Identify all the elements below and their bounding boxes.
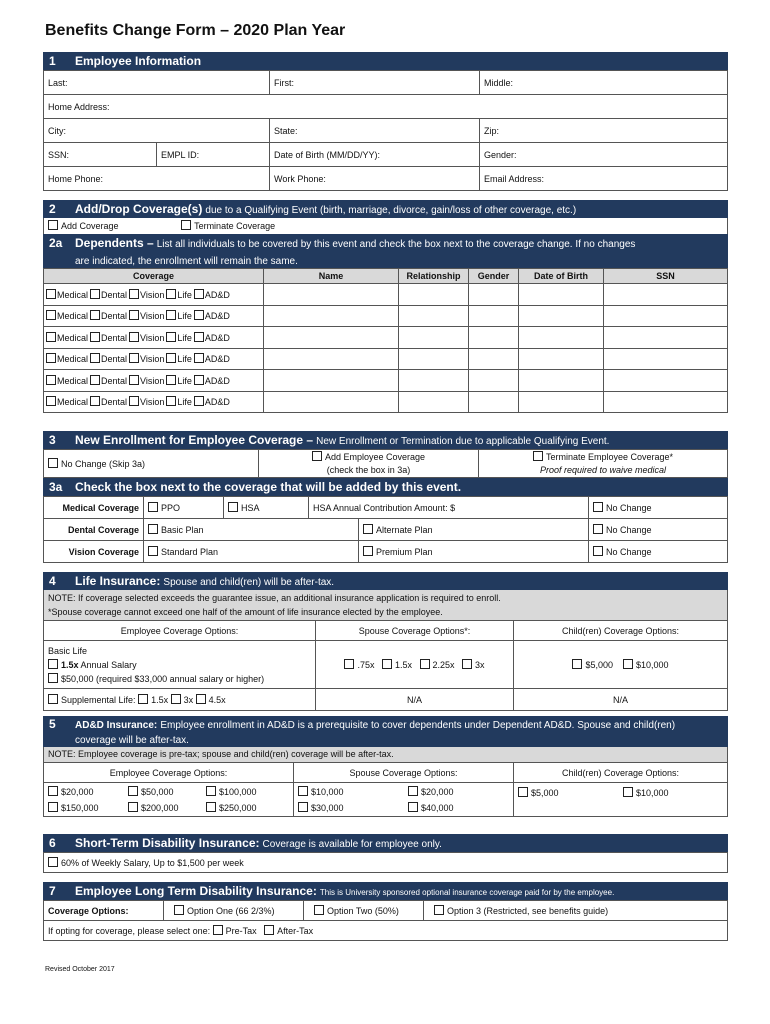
spouse-2-25x-checkbox[interactable] (420, 660, 455, 670)
section-title: Dependents – (75, 236, 154, 250)
emp-250000-checkbox[interactable] (206, 803, 257, 813)
basic-plan-label: Basic Plan (161, 525, 204, 535)
section-header (43, 572, 728, 590)
dependent-relationship-field[interactable] (399, 284, 469, 306)
option-label: Medical (57, 354, 89, 365)
section-text: coverage will be after-tax. (75, 735, 189, 746)
option-label: Life (177, 354, 192, 365)
child-10000-checkbox[interactable] (623, 660, 669, 670)
standard-plan-label: Standard Plan (161, 547, 219, 557)
dependent-dob-field[interactable] (519, 391, 604, 413)
section-number: 1 (49, 54, 56, 68)
option-label: $40,000 (421, 802, 454, 813)
option-label: Vision (140, 311, 165, 322)
col-child-options: Child(ren) Coverage Options: (514, 763, 728, 783)
life-note (43, 590, 728, 620)
dependent-gender-field[interactable] (469, 327, 519, 349)
basic-life-label: Basic Life (48, 645, 88, 656)
employee-add-options (44, 783, 294, 817)
section-text: are indicated, the enrollment will remain the same. (75, 256, 298, 267)
emp-50000-checkbox[interactable] (128, 784, 206, 800)
option-label: Life (177, 375, 192, 386)
spouse-3x-checkbox[interactable] (462, 660, 485, 670)
dep-vision-checkbox[interactable] (129, 333, 164, 343)
dependent-row (44, 391, 728, 413)
spouse-options-cell (316, 641, 514, 689)
dependent-coverage-cell (44, 284, 264, 306)
dependent-ssn-field[interactable] (604, 370, 728, 392)
col-name: Name (264, 269, 399, 284)
page-title: Benefits Change Form – 2020 Plan Year (45, 22, 346, 39)
spouse-30000-checkbox[interactable] (298, 800, 408, 816)
section-life-insurance (43, 572, 728, 711)
option-label: Pre-Tax (225, 926, 257, 936)
dob-field[interactable]: Date of Birth (MM/DD/YY): (270, 143, 480, 167)
alternate-plan-checkbox[interactable] (359, 519, 589, 541)
col-gender: Gender (469, 269, 519, 284)
dep-dental-checkbox[interactable] (90, 333, 127, 343)
dependent-row (44, 370, 728, 392)
option-label: Vision (140, 289, 165, 300)
email-field[interactable]: Email Address: (480, 167, 728, 191)
add-employee-note: (check the box in 3a) (326, 464, 411, 475)
option-label: Medical (57, 289, 89, 300)
child-na: N/A (514, 689, 728, 711)
section-header (43, 716, 728, 747)
dependent-coverage-cell (44, 391, 264, 413)
option-label: Dental (101, 354, 128, 365)
col-child-options: Child(ren) Coverage Options: (514, 621, 728, 641)
add-drop-options (43, 218, 728, 234)
annual-salary-label: Annual Salary (80, 659, 137, 670)
spouse-10000-checkbox[interactable] (298, 784, 408, 800)
section-subtitle: New Enrollment or Termination due to applicable Qualifying Event. (316, 436, 610, 447)
dep-add-checkbox[interactable] (194, 354, 230, 364)
no-change-label: No Change (606, 547, 652, 557)
spouse-20000-checkbox[interactable] (408, 787, 454, 797)
add-employee-label: Add Employee Coverage (324, 451, 426, 462)
option-label: $10,000 (311, 786, 344, 797)
option-label: 3x (183, 695, 194, 705)
section-title: Check the box next to the coverage that will be added by this event. (75, 480, 462, 494)
dep-medical-checkbox[interactable] (46, 376, 88, 386)
dep-medical-checkbox[interactable] (46, 311, 88, 321)
revision-footer: Revised October 2017 (45, 966, 115, 973)
home-address-field[interactable]: Home Address: (44, 95, 728, 119)
spouse-add-options (294, 783, 514, 817)
dependent-name-field[interactable] (264, 348, 399, 370)
option-label: Life (177, 397, 192, 408)
option-label: Dental (101, 289, 128, 300)
spouse-075x-checkbox[interactable] (344, 660, 374, 670)
premium-plan-checkbox[interactable] (359, 541, 589, 563)
section-text: Employee enrollment in AD&D is a prerequisite to cover dependents under Dependent AD&D. Spouse and child(ren) (160, 720, 676, 731)
option-label: Medical (57, 397, 89, 408)
section-title: Life Insurance: (75, 574, 161, 588)
dep-medical-checkbox[interactable] (46, 290, 88, 300)
option-label: $250,000 (219, 802, 257, 813)
section-number: 5 (49, 717, 56, 731)
child-add-options (514, 783, 728, 817)
dependent-relationship-field[interactable] (399, 391, 469, 413)
alternate-plan-label: Alternate Plan (376, 525, 433, 535)
section-number: 2a (49, 236, 63, 250)
col-employee-options: Employee Coverage Options: (44, 621, 316, 641)
section-number: 6 (49, 836, 56, 850)
section-title: Add/Drop Coverage(s) (75, 202, 203, 216)
dep-life-checkbox[interactable] (166, 290, 192, 300)
spouse-na: N/A (316, 689, 514, 711)
ltd-option-one-checkbox[interactable] (164, 901, 304, 921)
emp-150000-checkbox[interactable] (48, 800, 128, 816)
option-label: Medical (57, 332, 89, 343)
section-title: Employee Long Term Disability Insurance: (75, 884, 317, 898)
child-options-cell (514, 641, 728, 689)
option-label: Life (177, 332, 192, 343)
option-label: Dental (101, 375, 128, 386)
option-label: AD&D (204, 397, 230, 408)
emp-200000-checkbox[interactable] (128, 800, 206, 816)
dependent-dob-field[interactable] (519, 370, 604, 392)
dep-add-checkbox[interactable] (194, 376, 230, 386)
option-label: $150,000 (61, 802, 99, 813)
add-coverage-label: Add Coverage (61, 221, 119, 231)
min-coverage-label: $50,000 (required $33,000 annual salary or higher) (61, 673, 265, 684)
child-5000-checkbox[interactable] (518, 787, 623, 798)
dep-vision-checkbox[interactable] (129, 354, 164, 364)
supplemental-life-checkbox[interactable] (48, 695, 136, 705)
premium-plan-label: Premium Plan (376, 547, 433, 557)
dependent-ssn-field[interactable] (604, 327, 728, 349)
hsa-contribution-field[interactable]: HSA Annual Contribution Amount: $ (309, 497, 589, 519)
dep-medical-checkbox[interactable] (46, 333, 88, 343)
section-subtitle: due to a Qualifying Event (birth, marriage, divorce, gain/loss of other coverage, etc.) (205, 205, 577, 216)
section-header (43, 431, 728, 449)
dep-vision-checkbox[interactable] (129, 376, 164, 386)
section-title: New Enrollment for Employee Coverage – (75, 433, 314, 447)
tax-selection-label: If opting for coverage, please select one: (48, 926, 211, 936)
section-text: List all individuals to be covered by this event and check the box next to the coverage change. If no changes (156, 239, 636, 250)
no-change-label: No Change (606, 503, 652, 513)
section-header (43, 834, 728, 852)
option-label: $30,000 (311, 802, 344, 813)
dependent-name-field[interactable] (264, 284, 399, 306)
dep-add-checkbox[interactable] (194, 333, 230, 343)
dep-dental-checkbox[interactable] (90, 354, 127, 364)
dependent-gender-field[interactable] (469, 284, 519, 306)
add-note: NOTE: Employee coverage is pre-tax; spouse and child(ren) coverage will be after-tax. (43, 747, 728, 762)
option-label: AD&D (204, 311, 230, 322)
dependent-row (44, 284, 728, 306)
terminate-employee-label: Terminate Employee Coverage* (545, 451, 674, 462)
dep-vision-checkbox[interactable] (129, 397, 164, 407)
option-label: Life (177, 311, 192, 322)
note-text: *Spouse coverage cannot exceed one half of the amount of life insurance elected by the employee. (48, 607, 443, 617)
note-text: NOTE: If coverage selected exceeds the guarantee issue, an additional insurance application is required to enroll. (48, 593, 501, 603)
first-name-field[interactable]: First: (270, 71, 480, 95)
col-dob: Date of Birth (519, 269, 604, 284)
col-ssn: SSN (604, 269, 728, 284)
section-header (43, 478, 728, 496)
ltd-option-two-checkbox[interactable] (304, 901, 424, 921)
section-number: 3a (49, 480, 63, 494)
dependent-coverage-cell (44, 327, 264, 349)
dep-life-checkbox[interactable] (166, 376, 192, 386)
dep-dental-checkbox[interactable] (90, 376, 127, 386)
ssn-field[interactable]: SSN: (44, 143, 157, 167)
empl-id-field[interactable]: EMPL ID: (157, 143, 270, 167)
hsa-label: HSA (241, 503, 260, 513)
dependent-dob-field[interactable] (519, 327, 604, 349)
terminate-coverage-checkbox[interactable] (181, 221, 275, 231)
section-number: 3 (49, 433, 56, 447)
dependent-dob-field[interactable] (519, 348, 604, 370)
option-label: $5,000 (531, 788, 559, 798)
dental-no-change-checkbox[interactable] (589, 519, 728, 541)
option-label: $50,000 (141, 786, 174, 797)
dep-add-checkbox[interactable] (194, 311, 230, 321)
dep-add-checkbox[interactable] (194, 397, 230, 407)
dependent-dob-field[interactable] (519, 305, 604, 327)
col-spouse-options: Spouse Coverage Options*: (316, 621, 514, 641)
supp-3x-checkbox[interactable] (171, 695, 194, 705)
option-label: Option 3 (Restricted, see benefits guide) (447, 906, 609, 916)
hsa-checkbox[interactable] (224, 497, 309, 519)
col-relationship: Relationship (399, 269, 469, 284)
col-employee-options: Employee Coverage Options: (44, 763, 294, 783)
option-label: AD&D (204, 332, 230, 343)
option-label: Option One (66 2/3%) (187, 906, 275, 916)
dependent-coverage-cell (44, 305, 264, 327)
tax-selection-row (44, 921, 728, 941)
basic-life-1-5x-checkbox[interactable] (48, 660, 137, 670)
dependent-gender-field[interactable] (469, 348, 519, 370)
option-label: AD&D (204, 354, 230, 365)
option-label: Vision (140, 397, 165, 408)
no-change-label: No Change (606, 525, 652, 535)
child-10000-checkbox[interactable] (623, 788, 669, 798)
dep-medical-checkbox[interactable] (46, 354, 88, 364)
basic-plan-checkbox[interactable] (144, 519, 359, 541)
section-title: Employee Information (75, 54, 202, 68)
dependent-row (44, 305, 728, 327)
dependent-ssn-field[interactable] (604, 348, 728, 370)
option-label: After-Tax (277, 926, 314, 936)
terminate-coverage-label: Terminate Coverage (194, 221, 276, 231)
dependent-relationship-field[interactable] (399, 305, 469, 327)
section-number: 2 (49, 202, 56, 216)
section-short-term-disability (43, 834, 728, 873)
option-label: Life (177, 289, 192, 300)
option-label: 4.5x (208, 695, 226, 705)
dependent-coverage-cell (44, 348, 264, 370)
option-label: Dental (101, 332, 128, 343)
dependent-name-field[interactable] (264, 391, 399, 413)
section-employee-info (43, 52, 728, 191)
dep-dental-checkbox[interactable] (90, 397, 127, 407)
spouse-1-5x-checkbox[interactable] (382, 660, 412, 670)
pre-tax-checkbox[interactable] (213, 926, 257, 936)
dental-coverage-label: Dental Coverage (44, 519, 144, 541)
supplemental-life-cell (44, 689, 316, 711)
dep-life-checkbox[interactable] (166, 397, 192, 407)
terminate-note: Proof required to waive medical (539, 464, 667, 475)
vision-coverage-label: Vision Coverage (44, 541, 144, 563)
col-coverage: Coverage (44, 269, 264, 284)
supp-4-5x-checkbox[interactable] (196, 695, 226, 705)
dependent-relationship-field[interactable] (399, 327, 469, 349)
medical-no-change-checkbox[interactable] (589, 497, 728, 519)
dependent-gender-field[interactable] (469, 305, 519, 327)
dependent-name-field[interactable] (264, 370, 399, 392)
dependent-name-field[interactable] (264, 305, 399, 327)
ppo-label: PPO (161, 503, 181, 513)
supp-1-5x-checkbox[interactable] (138, 695, 168, 705)
dep-life-checkbox[interactable] (166, 354, 192, 364)
option-label: $5,000 (585, 660, 613, 670)
section-header (43, 882, 728, 900)
emp-20000-checkbox[interactable] (48, 784, 128, 800)
option-label: AD&D (204, 289, 230, 300)
section-header (43, 200, 728, 218)
terminate-employee-coverage-checkbox[interactable] (479, 450, 728, 478)
option-label: $20,000 (61, 786, 94, 797)
std-option-label: 60% of Weekly Salary, Up to $1,500 per week (61, 858, 244, 868)
section-title: AD&D Insurance: (75, 720, 158, 731)
no-change-checkbox[interactable] (44, 450, 259, 478)
home-phone-field[interactable]: Home Phone: (44, 167, 270, 191)
dep-add-checkbox[interactable] (194, 290, 230, 300)
dependent-ssn-field[interactable] (604, 391, 728, 413)
section-new-enrollment (43, 431, 728, 563)
section-title: Short-Term Disability Insurance: (75, 836, 260, 850)
no-change-label: No Change (Skip 3a) (61, 459, 146, 469)
section-add-insurance (43, 716, 728, 817)
dependent-dob-field[interactable] (519, 284, 604, 306)
basic-life-50000-checkbox[interactable] (48, 674, 264, 684)
dep-dental-checkbox[interactable] (90, 311, 127, 321)
dep-vision-checkbox[interactable] (129, 311, 164, 321)
option-label: Option Two (50%) (327, 906, 399, 916)
section-long-term-disability (43, 882, 728, 941)
dep-life-checkbox[interactable] (166, 311, 192, 321)
std-option-checkbox[interactable] (44, 853, 728, 873)
option-label: 3x (475, 660, 485, 670)
dependent-gender-field[interactable] (469, 391, 519, 413)
add-employee-coverage-checkbox[interactable] (259, 450, 479, 478)
section-header (43, 52, 728, 70)
section-add-drop (43, 200, 728, 413)
option-label: 1.5x (151, 695, 169, 705)
gender-field[interactable]: Gender: (480, 143, 728, 167)
option-label: 1.5x (394, 660, 412, 670)
option-label: $10,000 (636, 660, 669, 670)
dependent-gender-field[interactable] (469, 370, 519, 392)
emp-100000-checkbox[interactable] (206, 787, 257, 797)
option-label: $100,000 (219, 786, 257, 797)
dependent-ssn-field[interactable] (604, 284, 728, 306)
dependent-name-field[interactable] (264, 327, 399, 349)
option-label: Vision (140, 354, 165, 365)
option-label: Dental (101, 311, 128, 322)
child-5000-checkbox[interactable] (572, 660, 613, 670)
option-label: Dental (101, 397, 128, 408)
dep-dental-checkbox[interactable] (90, 290, 127, 300)
after-tax-checkbox[interactable] (264, 926, 313, 936)
city-field[interactable]: City: (44, 119, 270, 143)
dep-life-checkbox[interactable] (166, 333, 192, 343)
option-label: $10,000 (636, 788, 669, 798)
add-coverage-checkbox[interactable] (48, 221, 119, 231)
section-number: 7 (49, 884, 56, 898)
work-phone-field[interactable]: Work Phone: (270, 167, 480, 191)
dependent-coverage-cell (44, 370, 264, 392)
section-subtitle: Coverage is available for employee only. (262, 839, 442, 850)
col-spouse-options: Spouse Coverage Options: (294, 763, 514, 783)
option-label: Medical (57, 375, 89, 386)
spouse-40000-checkbox[interactable] (408, 803, 454, 813)
last-name-field[interactable]: Last: (44, 71, 270, 95)
section-subtitle: Spouse and child(ren) will be after-tax. (163, 577, 335, 588)
coverage-options-label: Coverage Options: (44, 901, 164, 921)
state-field[interactable]: State: (270, 119, 480, 143)
option-label: 2.25x (432, 660, 455, 670)
standard-plan-checkbox[interactable] (144, 541, 359, 563)
basic-life-cell (44, 641, 316, 689)
option-label: Medical (57, 311, 89, 322)
section-number: 4 (49, 574, 56, 588)
supplemental-label: Supplemental Life: (61, 695, 136, 705)
vision-no-change-checkbox[interactable] (589, 541, 728, 563)
dependent-row (44, 348, 728, 370)
dependent-relationship-field[interactable] (399, 348, 469, 370)
ltd-option-three-checkbox[interactable] (424, 901, 728, 921)
dep-medical-checkbox[interactable] (46, 397, 88, 407)
dependent-row (44, 327, 728, 349)
dep-vision-checkbox[interactable] (129, 290, 164, 300)
dependent-ssn-field[interactable] (604, 305, 728, 327)
zip-field[interactable]: Zip: (480, 119, 728, 143)
option-label: AD&D (204, 375, 230, 386)
dependent-relationship-field[interactable] (399, 370, 469, 392)
multiplier-label: 1.5x (61, 659, 79, 670)
option-label: .75x (357, 660, 375, 670)
option-label: Vision (140, 332, 165, 343)
ppo-checkbox[interactable] (144, 497, 224, 519)
medical-coverage-label: Medical Coverage (44, 497, 144, 519)
option-label: $20,000 (421, 786, 454, 797)
middle-name-field[interactable]: Middle: (480, 71, 728, 95)
section-subtitle: This is University sponsored optional insurance coverage paid for by the employee. (319, 888, 615, 897)
option-label: Vision (140, 375, 165, 386)
section-header (43, 234, 728, 268)
option-label: $200,000 (141, 802, 179, 813)
